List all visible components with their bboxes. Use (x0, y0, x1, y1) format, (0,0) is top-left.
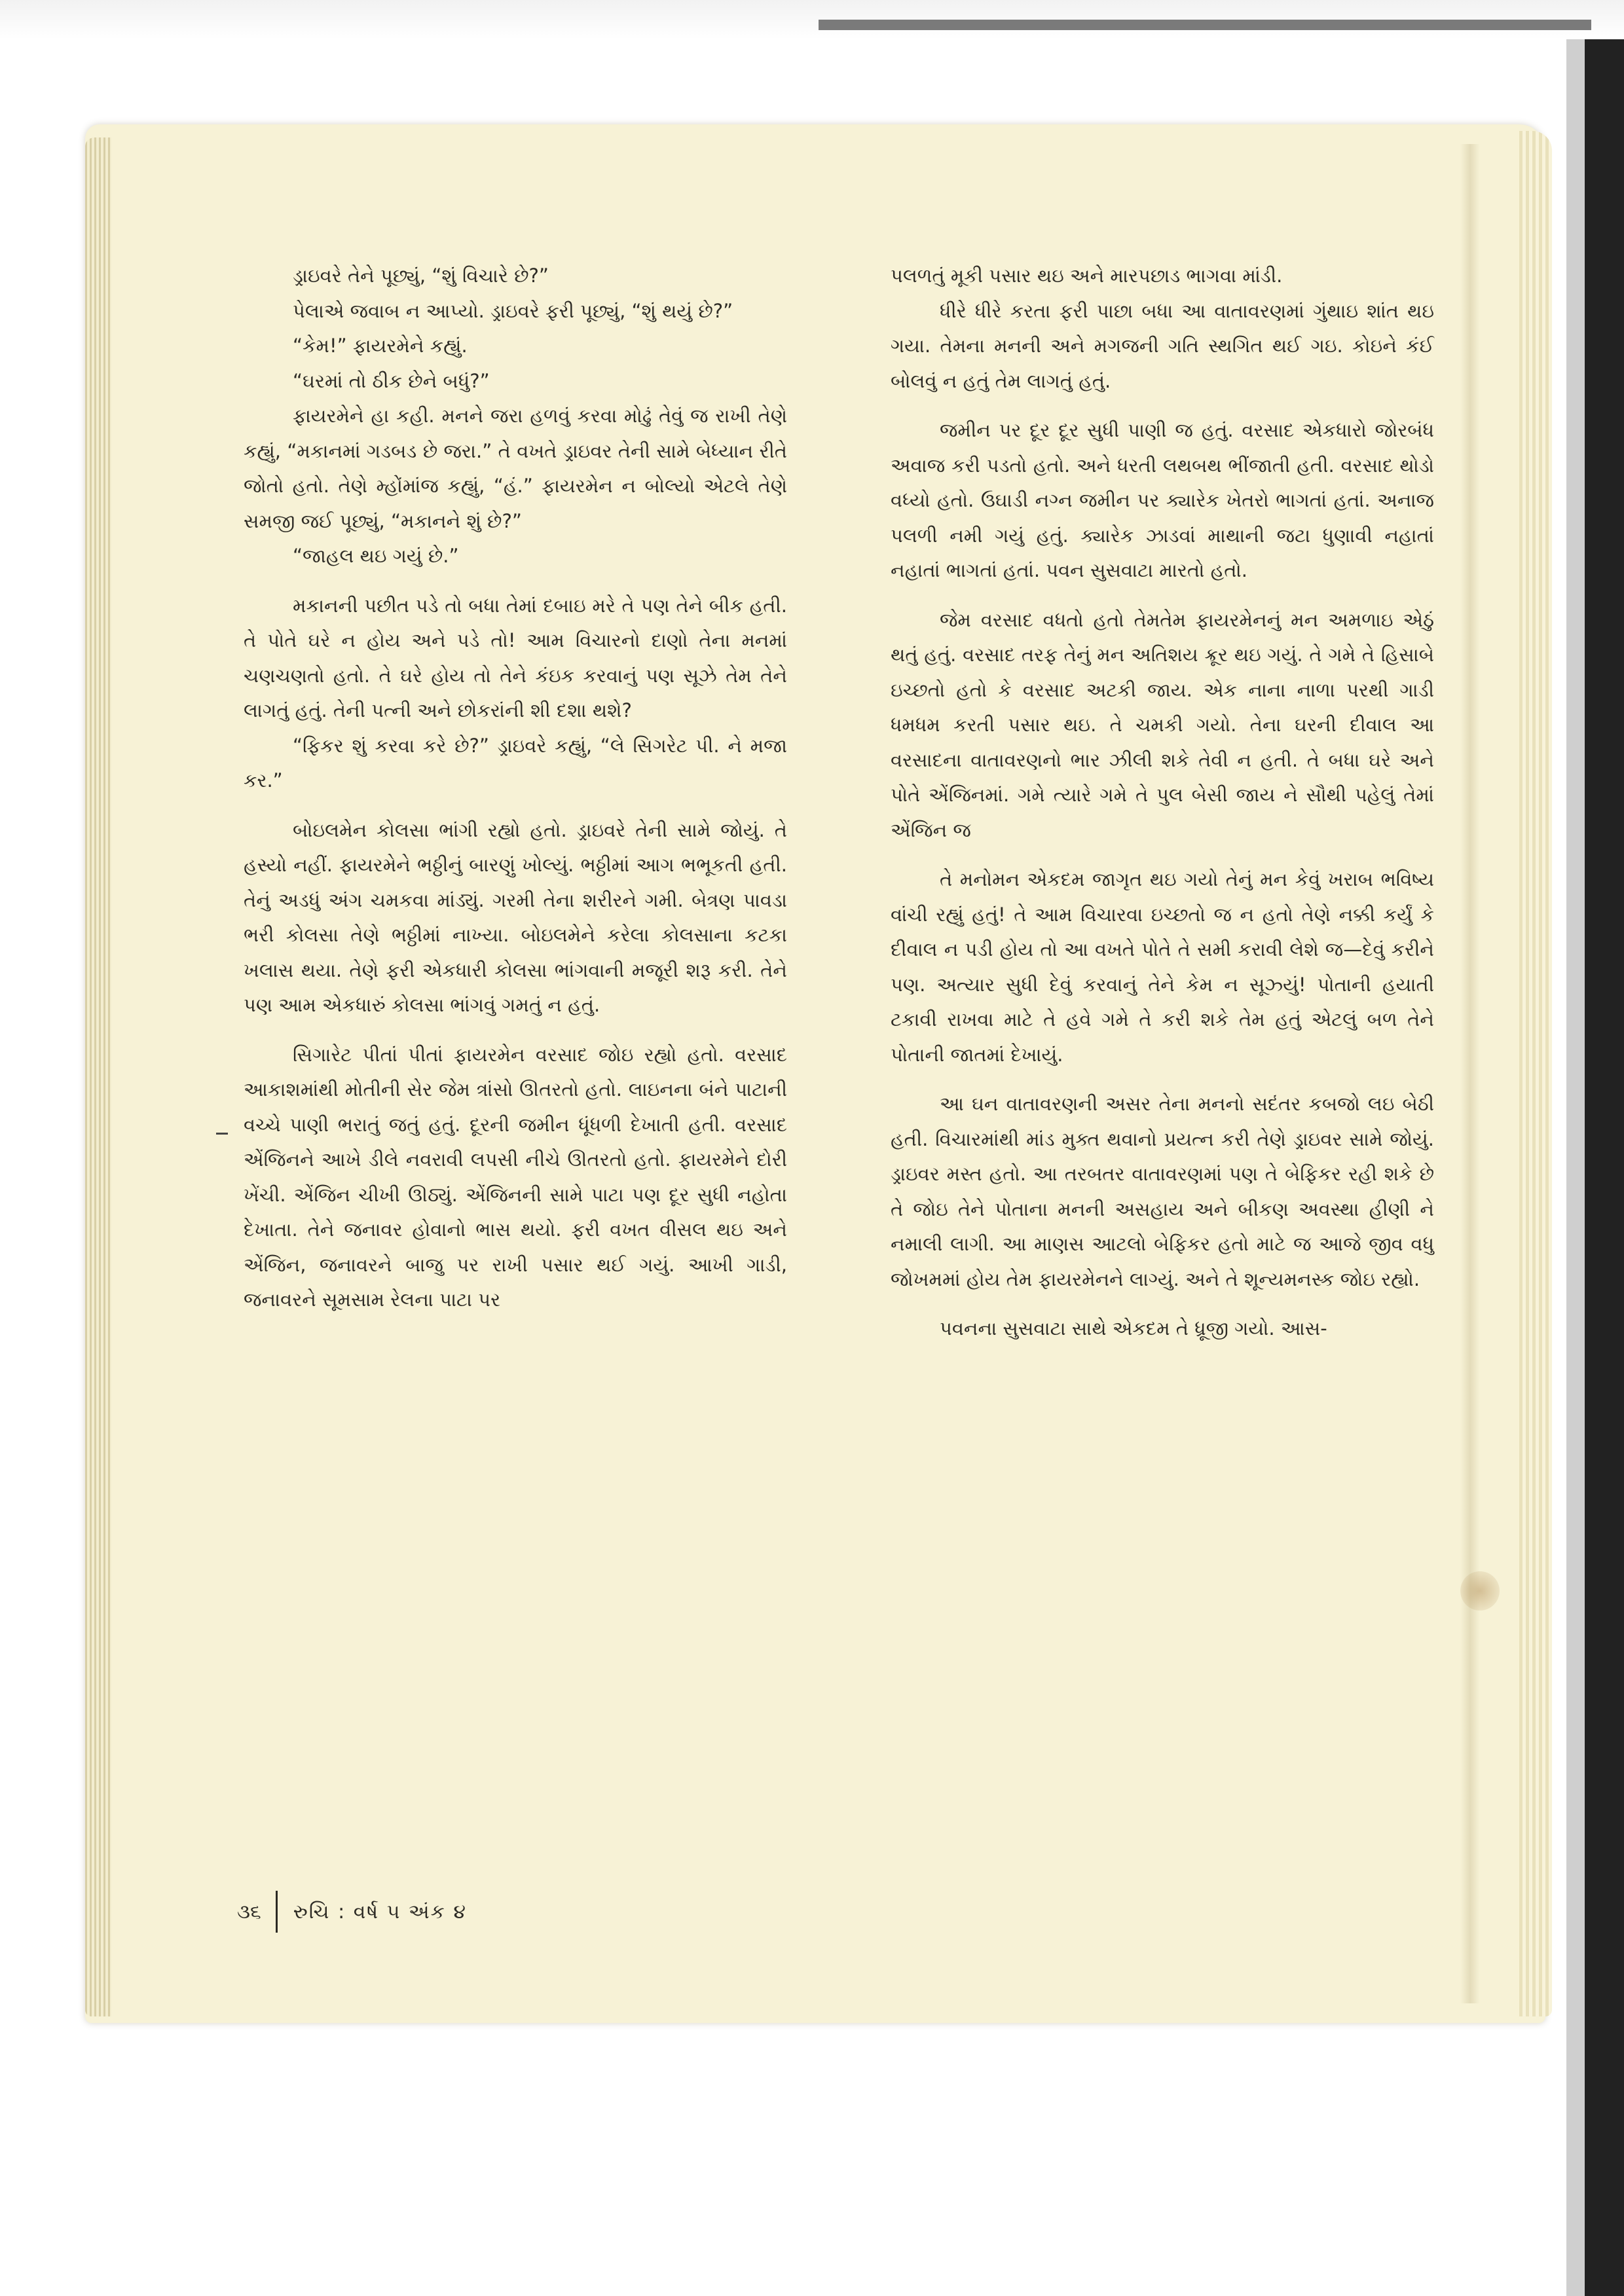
binding-gutter (1460, 144, 1480, 2003)
paragraph: મકાનની પછીત પડે તો બધા તેમાં દબાઇ મરે તે પણ તેને બીક હતી. તે પોતે ઘરે ન હોય અને પડે તો! આમ વિચારનો દાણો તેના મનમાં ચણચણતો હતો. તે ઘરે હોય તો તેને કંઇક કરવાનું પણ સૂઝે તેમ તેને લાગતું હતું. તેની પત્ની અને છોકરાંની શી દશા થશે? (244, 594, 787, 721)
paragraph: પવનના સુસવાટા સાથે એકદમ તે ધ્રૂજી ગયો. આસ- (940, 1317, 1327, 1339)
scan-right-edge-dark (1585, 39, 1624, 2296)
scan-right-edge-light (1566, 39, 1585, 2296)
paragraph: બોઇલમેન કોલસા ભાંગી રહ્યો હતો. ડ્રાઇવરે તેની સામે જોયું. તે હસ્યો નહીં. ફાયરમેને ભઠ્ઠીનું બારણું ખોલ્યું. ભઠ્ઠીમાં આગ ભભૂકતી હતી. તેનું અડધું અંગ ચમકવા માંડ્યું. ગરમી તેના શરીરને ગમી. બેત્રણ પાવડા ભરી કોલસા તેણે ભઠ્ઠીમાં નાખ્યા. બોઇલમેને કરેલા કોલસાના કટકા ખલાસ થયા. તેણે ફરી એકધારી કોલસા ભાંગવાની મજૂરી શરૂ કરી. તેને પણ આમ એકધારું કોલસા ભાંગવું ગમતું ન હતું. (244, 818, 787, 1016)
page-footer (237, 1892, 467, 1931)
paragraph: સિગારેટ પીતાં પીતાં ફાયરમેન વરસાદ જોઇ રહ્યો હતો. વરસાદ આકાશમાંથી મોતીની સેર જેમ ત્રાંસો ઊતરતો હતો. લાઇનના બંને પાટાની વચ્ચે પાણી ભરાતું જતું હતું. દૂરની જમીન ધૂંધળી દેખાતી હતી. વરસાદ એંજિનને આખે ડીલે નવરાવી લપસી નીચે ઊતરતો હતો. ફાયરમેને દોરી ખેંચી. એંજિન ચીખી ઊઠ્યું. એંજિનની સામે પાટા પણ દૂર સુધી નહોતા દેખાતા. તેને જનાવર હોવાનો ભાસ થયો. ફરી વખત વીસલ થઇ અને એંજિન, જનાવરને બાજુ પર રાખી પસાર થઈ ગયું. આખી ગાડી, જનાવરને સૂમસામ રેલના પાટા પર (244, 1043, 787, 1311)
paragraph: “ઘરમાં તો ઠીક છેને બધું?” (293, 369, 490, 392)
stray-mark (216, 1133, 228, 1135)
facing-page-edge (1519, 131, 1552, 2016)
paragraph: “કેમ!” ફાયરમેને કહ્યું. (293, 335, 468, 357)
paragraph: જમીન પર દૂર દૂર સુધી પાણી જ હતું. વરસાદ એકધારો જોરબંધ અવાજ કરી પડતો હતો. અને ધરતી લથબથ ભીંજાતી હતી. વરસાદ થોડો વધ્યો હતો. ઉઘાડી નગ્ન જમીન પર ક્યારેક ખેતરો ભાગતાં હતાં. અનાજ પલળી નમી ગયું હતું. ક્યારેક ઝાડવાં માથાની જટા ધુણાવી નહાતાં નહાતાં ભાગતાં હતાં. પવન સુસવાટા મારતો હતો. (891, 419, 1434, 581)
paragraph: “જાહલ થઇ ગયું છે.” (293, 545, 459, 567)
page-number: ૩૬ (237, 1900, 261, 1923)
paragraph: ડ્રાઇવરે તેને પૂછ્યું, “શું વિચારે છે?” (293, 264, 549, 287)
page-stack-edge (85, 137, 111, 2016)
footer-divider (276, 1891, 278, 1933)
paragraph: “ફિકર શું કરવા કરે છે?” ડ્રાઇવરે કહ્યું, “લે સિગરેટ પી. ને મજા કર.” (244, 734, 787, 792)
paragraph: આ ઘન વાતાવરણની અસર તેના મનનો સદંતર કબજો લઇ બેઠી હતી. વિચારમાંથી માંડ મુક્ત થવાનો પ્રયત્ન કરી તેણે ડ્રાઇવર સામે જોયું. ડ્રાઇવર મસ્ત હતો. આ તરબતર વાતાવરણમાં પણ તે બેફિકર રહી શકે છે તે જોઇ તેને પોતાના મનની અસહાય અને બીકણ અવસ્થા હીણી ને નમાલી લાગી. આ માણસ આટલો બેફિકર હતો માટે જ આજે જીવ વધુ જોખમમાં હોય તેમ ફાયરમેનને લાગ્યું. અને તે શૂન્યમનસ્ક જોઇ રહ્યો. (891, 1093, 1434, 1290)
paragraph: પલળતું મૂકી પસાર થઇ અને મારપછાડ ભાગવા માંડી. (891, 264, 1283, 287)
right-text-column (891, 259, 1434, 1347)
paper-stain (1460, 1571, 1500, 1611)
paragraph: જેમ વરસાદ વધતો હતો તેમતેમ ફાયરમેનનું મન અમળાઇ એઠું થતું હતું. વરસાદ તરફ તેનું મન અતિશય ક્રૂર થઇ ગયું. તે ગમે તે હિસાબે ઇચ્છતો હતો કે વરસાદ અટકી જાય. એક નાના નાળા પરથી ગાડી ધમધમ કરતી પસાર થઇ. તે ચમકી ગયો. તેના ઘરની દીવાલ આ વરસાદના વાતાવરણનો ભાર ઝીલી શકે તેવી ન હતી. તે બધા ઘરે અને પોતે એંજિનમાં. ગમે ત્યારે ગમે તે પુલ બેસી જાય ને સૌથી પહેલું તેમાં એંજિન જ (891, 608, 1435, 841)
scan-edge-bar (819, 20, 1591, 30)
paragraph: ફાયરમેને હા કહી. મનને જરા હળવું કરવા મોઢું તેવું જ રાખી તેણે કહ્યું, “મકાનમાં ગડબડ છે જરા.” તે વખતે ડ્રાઇવર તેની સામે બેધ્યાન રીતે જોતો હતો. તેણે મ્હોંમાંજ કહ્યું, “હં.” ફાયરમેન ન બોલ્યો એટલે તેણે સમજી જઈ પૂછ્યું, “મકાનને શું છે?” (244, 405, 787, 532)
paragraph: તે મનોમન એકદમ જાગૃત થઇ ગયો તેનું મન કેવું ખરાબ ભવિષ્ય વાંચી રહ્યું હતું! તે આમ વિચારવા ઇચ્છતો જ ન હતો તેણે નક્કી કર્યું કે દીવાલ ન પડી હોય તો આ વખતે પોતે તે સમી કરાવી લેશે જ—દેવું કરીને પણ. અત્યાર સુધી દેવું કરવાનું તેને કેમ ન સૂઝ્યું! પોતાની હયાતી ટકાવી રાખવા માટે તે હવે ગમે તે કરી શકે તેમ હતું એટલું બળ તેને પોતાની જાતમાં દેખાયું. (891, 868, 1434, 1066)
journal-issue-label: રુચિ : વર્ષ ૫ અંક ૪ (293, 1900, 467, 1923)
paragraph: પેલાએ જવાબ ન આપ્યો. ડ્રાઇવરે ફરી પૂછ્યું, “શું થયું છે?” (293, 299, 733, 322)
paragraph: ધીરે ધીરે કરતા ફરી પાછા બધા આ વાતાવરણમાં ગુંથાઇ શાંત થઇ ગયા. તેમના મનની અને મગજની ગતિ સ્થગિત થઈ ગઇ. કોઇને કંઈ બોલવું ન હતું તેમ લાગતું હતું. (891, 299, 1434, 392)
left-text-column (244, 259, 787, 1318)
